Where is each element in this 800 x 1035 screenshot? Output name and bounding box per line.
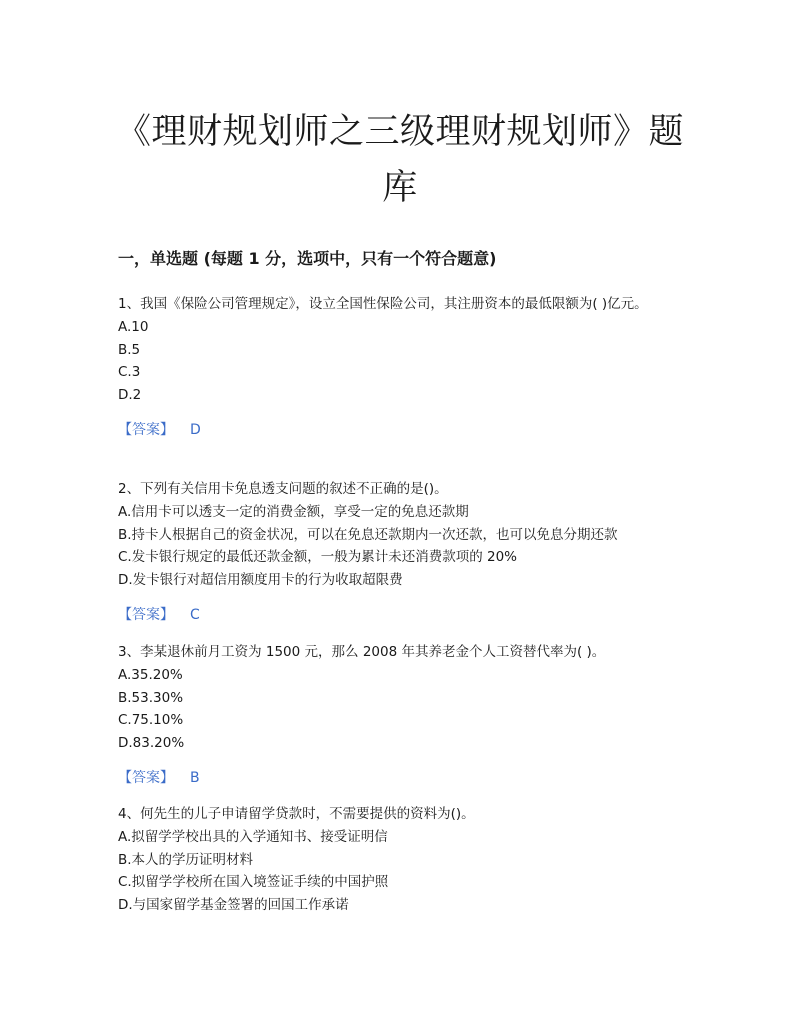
option-b: B.5 bbox=[118, 341, 141, 358]
option-d: D.发卡银行对超信用额度用卡的行为收取超限费 bbox=[118, 571, 403, 588]
question-text: 3、李某退休前月工资为 1500 元，那么 2008 年其养老金个人工资替代率为( )。 bbox=[118, 644, 606, 660]
question-2 bbox=[118, 478, 678, 626]
answer-value: C bbox=[190, 607, 200, 623]
option-b: B.本人的学历证明材料 bbox=[118, 851, 254, 868]
answer-line bbox=[118, 604, 678, 626]
option-c: C.75.10% bbox=[118, 712, 184, 728]
answer-value: D bbox=[190, 422, 201, 438]
question-3 bbox=[118, 641, 678, 789]
question-text: 1、我国《保险公司管理规定》，设立全国性保险公司，其注册资本的最低限额为( )亿元。 bbox=[118, 296, 648, 312]
option-d: D.2 bbox=[118, 386, 142, 403]
question-text: 2、下列有关信用卡免息透支问题的叙述不正确的是()。 bbox=[118, 481, 448, 497]
answer-line bbox=[118, 419, 678, 441]
section-heading: 一，单选题 (每题 1 分，选项中，只有一个符合题意) bbox=[118, 249, 497, 268]
option-d: D.83.20% bbox=[118, 734, 185, 751]
option-a: A.10 bbox=[118, 319, 149, 335]
option-d: D.与国家留学基金签署的回国工作承诺 bbox=[118, 896, 349, 913]
option-b: B.53.30% bbox=[118, 689, 184, 706]
option-c: C.发卡银行规定的最低还款金额，一般为累计未还消费款项的 20% bbox=[118, 549, 518, 565]
answer-label: 【答案】 bbox=[118, 422, 174, 438]
option-b: B.持卡人根据自己的资金状况，可以在免息还款期内一次还款，也可以免息分期还款 bbox=[118, 526, 618, 543]
answer-line bbox=[118, 767, 678, 789]
document-title: 《理财规划师之三级理财规划师》题库 bbox=[115, 112, 684, 208]
question-4 bbox=[118, 803, 678, 916]
question-text: 4、何先生的儿子申请留学贷款时，不需要提供的资料为()。 bbox=[118, 806, 475, 822]
question-1 bbox=[118, 293, 678, 441]
option-c: C.3 bbox=[118, 364, 141, 380]
option-a: A.信用卡可以透支一定的消费金额，享受一定的免息还款期 bbox=[118, 504, 469, 520]
option-c: C.拟留学学校所在国入境签证手续的中国护照 bbox=[118, 874, 389, 890]
answer-label: 【答案】 bbox=[118, 607, 174, 623]
answer-value: B bbox=[190, 770, 200, 786]
answer-label: 【答案】 bbox=[118, 770, 174, 786]
option-a: A.35.20% bbox=[118, 667, 183, 683]
option-a: A.拟留学学校出具的入学通知书、接受证明信 bbox=[118, 829, 388, 845]
